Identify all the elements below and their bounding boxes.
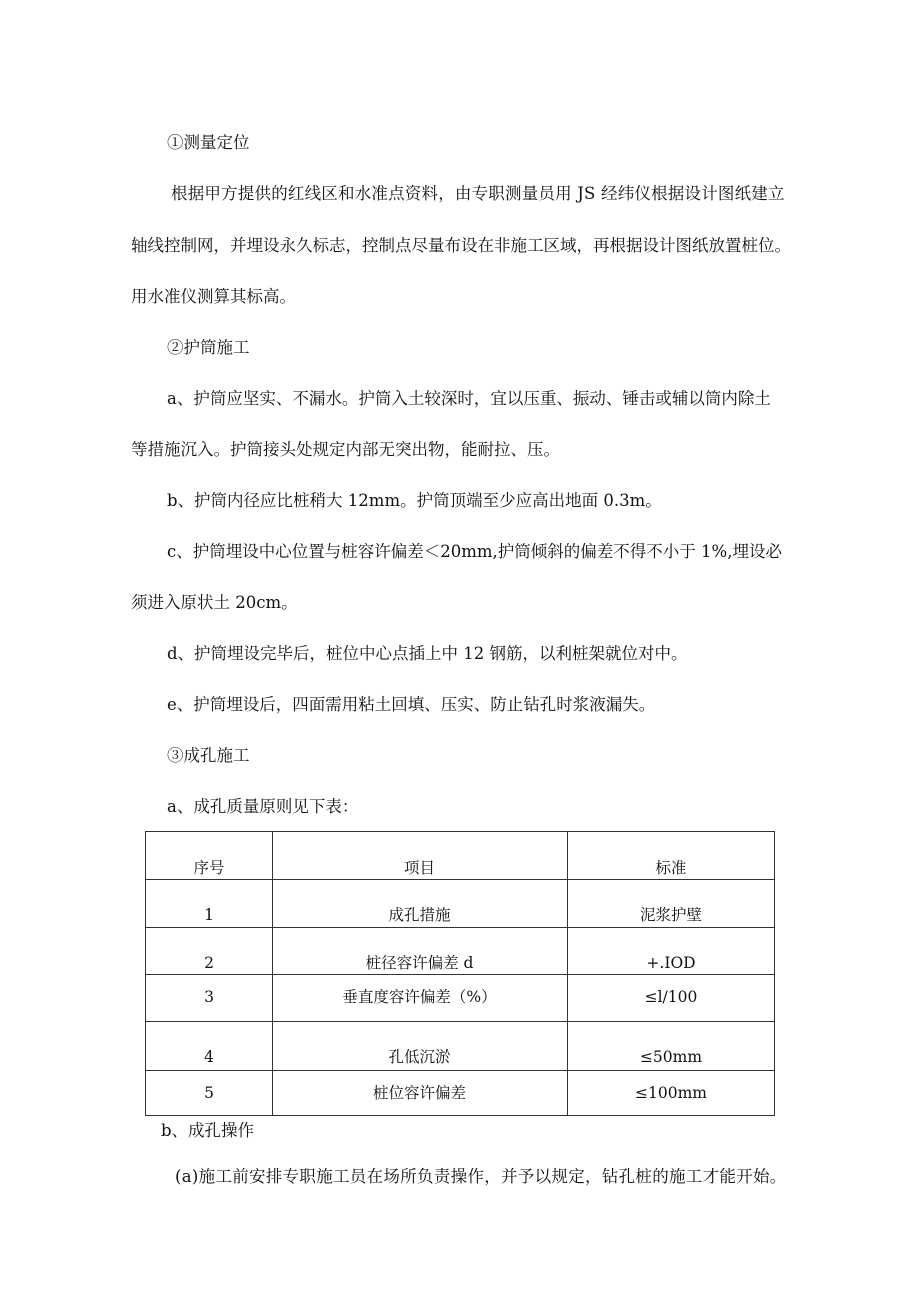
section-heading-casing: ②护筒施工 — [167, 338, 250, 357]
table-cell: 成孔措施 — [388, 906, 451, 924]
table-cell: 4 — [204, 1048, 214, 1066]
table-cell: ≤100mm — [635, 1084, 707, 1102]
section-heading-survey: ①测量定位 — [167, 133, 250, 152]
quality-standards-table — [145, 831, 775, 1116]
paragraph-line: d、护筒埋设完毕后，桩位中心点插上中 12 钢筋，以利桩架就位对中。 — [167, 644, 688, 663]
table-cell: 1 — [204, 906, 214, 924]
table-divider — [146, 927, 774, 928]
paragraph-line: 根据甲方提供的红线区和水准点资料，由专职测量员用 JS 经纬仪根据设计图纸建立 — [171, 184, 785, 203]
paragraph-line: 轴线控制网，并埋设永久标志，控制点尽量布设在非施工区域，再根据设计图纸放置桩位。 — [131, 236, 791, 255]
paragraph-line: 须进入原状土 20cm。 — [131, 593, 298, 612]
table-divider — [146, 879, 774, 880]
paragraph-line: c、护筒埋设中心位置与桩容许偏差＜20mm,护筒倾斜的偏差不得不小于 1%,埋设必 — [167, 542, 782, 561]
table-cell: 3 — [204, 988, 214, 1006]
paragraph-line: a、护筒应坚实、不漏水。护筒入土较深时，宜以压重、振动、锤击或辅以筒内除土 — [167, 389, 771, 408]
paragraph-line: b、成孔操作 — [161, 1121, 255, 1140]
table-cell: 2 — [204, 954, 214, 972]
section-heading-drilling: ③成孔施工 — [167, 746, 250, 765]
paragraph-line: b、护筒内径应比桩稍大 12mm。护筒顶端至少应高出地面 0.3m。 — [167, 491, 662, 510]
paragraph-line: e、护筒埋设后，四面需用粘土回填、压实、防止钻孔时浆液漏失。 — [167, 695, 656, 714]
table-cell: 孔低沉淤 — [388, 1048, 451, 1066]
table-header-item: 项目 — [403, 859, 435, 877]
table-cell: 垂直度容许偏差（%） — [342, 988, 497, 1006]
table-header-standard: 标准 — [655, 859, 687, 877]
table-cell: +.IOD — [646, 954, 696, 972]
table-header-index: 序号 — [193, 859, 225, 877]
table-cell: ≤50mm — [639, 1048, 703, 1066]
paragraph-line: (a)施工前安排专职施工员在场所负责操作，并予以规定，钻孔桩的施工才能开始。 — [175, 1167, 787, 1186]
table-divider — [146, 1021, 774, 1022]
paragraph-line: a、成孔质量原则见下表： — [167, 797, 359, 816]
table-cell: 5 — [204, 1084, 214, 1102]
paragraph-line: 等措施沉入。护筒接头处规定内部无突出物，能耐拉、压。 — [131, 440, 560, 459]
table-divider — [146, 1070, 774, 1071]
table-cell: 桩径容许偏差 d — [365, 954, 474, 972]
table-cell: ≤l/100 — [644, 988, 698, 1006]
paragraph-line: 用水准仪测算其标高。 — [131, 287, 296, 306]
table-divider — [146, 974, 774, 975]
table-cell: 泥浆护壁 — [639, 906, 702, 924]
table-cell: 桩位容许偏差 — [372, 1084, 466, 1102]
